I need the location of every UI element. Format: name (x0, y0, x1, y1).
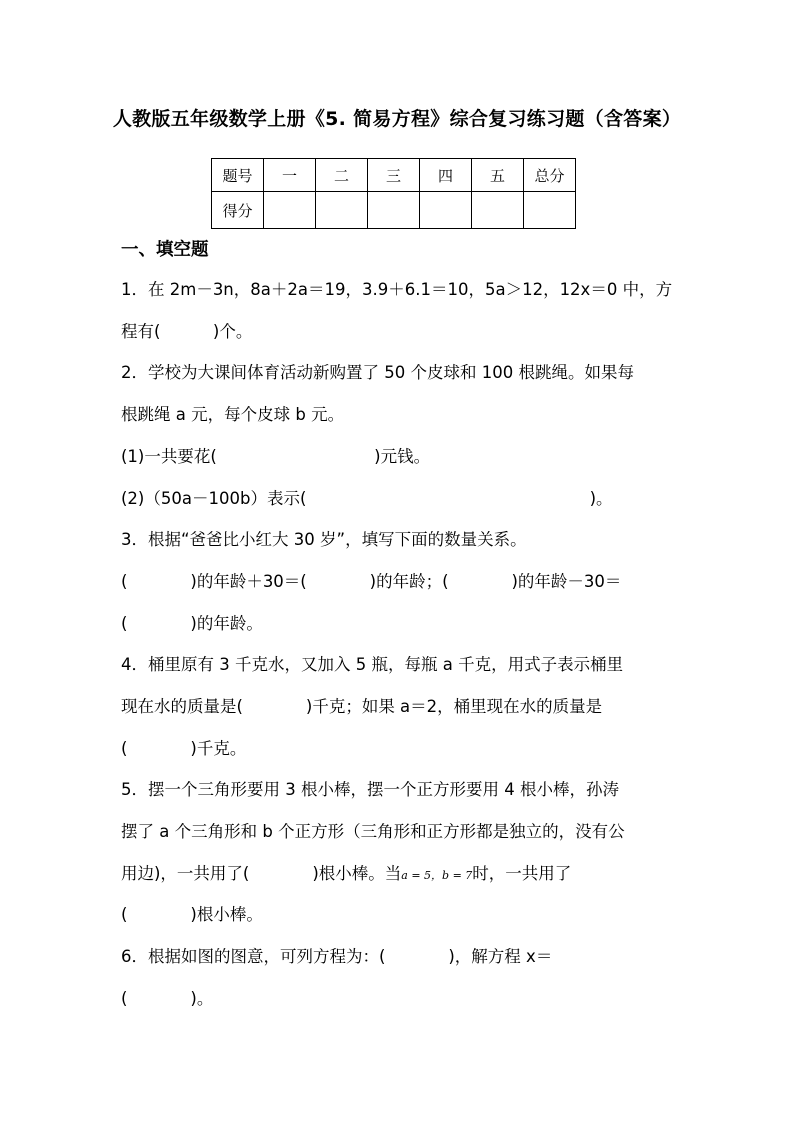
score-cell: 三 (368, 159, 420, 192)
question-5-line-3 (121, 863, 571, 887)
score-table-score-row (212, 192, 576, 229)
page-title: 人教版五年级数学上册《5. 简易方程》综合复习练习题（含答案） (112, 108, 682, 130)
question-3-line-3: ( )的年龄。 (121, 614, 263, 633)
question-2-line-2: 根跳绳 a 元，每个皮球 b 元。 (121, 405, 345, 424)
question-3-line-1: 3．根据“爸爸比小红大 30 岁”，填写下面的数量关系。 (121, 530, 527, 549)
question-4-line-3: ( )千克。 (121, 739, 247, 758)
question-1-line-1: 1．在 2m－3n，8a＋2a＝19，3.9＋6.1＝10，5a＞12，12x＝0 中，方 (121, 280, 673, 299)
score-row-label: 得分 (212, 192, 264, 229)
question-6-line-1: 6．根据如图的图意，可列方程为：( )，解方程 x＝ (121, 947, 553, 966)
score-cell: 二 (316, 159, 368, 192)
question-5-line-2: 摆了 a 个三角形和 b 个正方形（三角形和正方形都是独立的，没有公 (121, 822, 625, 841)
question-5-line-1: 5．摆一个三角形要用 3 根小棒，摆一个正方形要用 4 根小棒，孙涛 (121, 780, 619, 799)
question-5-line-4: ( )根小棒。 (121, 905, 263, 924)
inline-formula: a = 5，b = 7 (401, 869, 473, 882)
score-table (211, 158, 576, 229)
score-entry-cell[interactable] (472, 192, 524, 229)
score-cell: 四 (420, 159, 472, 192)
score-cell: 题号 (212, 159, 264, 192)
score-entry-cell[interactable] (524, 192, 576, 229)
question-2-line-1: 2．学校为大课间体育活动新购置了 50 个皮球和 100 根跳绳。如果每 (121, 363, 634, 382)
score-table-header-row (212, 159, 576, 192)
score-entry-cell[interactable] (316, 192, 368, 229)
question-4-line-2: 现在水的质量是( )千克；如果 a＝2，桶里现在水的质量是 (121, 697, 603, 716)
question-5-line-3-text: 用边)，一共用了( )根小棒。当 (121, 864, 402, 883)
score-entry-cell[interactable] (264, 192, 316, 229)
question-6-line-2: ( )。 (121, 989, 214, 1008)
question-2-part-1: (1)一共要花( )元钱。 (121, 447, 431, 466)
section-heading: 一、填空题 (121, 240, 209, 260)
score-cell: 一 (264, 159, 316, 192)
score-cell: 五 (472, 159, 524, 192)
score-entry-cell[interactable] (368, 192, 420, 229)
question-2-part-2: (2)（50a－100b）表示( )。 (121, 489, 613, 508)
score-cell: 总分 (524, 159, 576, 192)
question-4-line-1: 4．桶里原有 3 千克水，又加入 5 瓶，每瓶 a 千克，用式子表示桶里 (121, 655, 624, 674)
question-3-line-2: ( )的年龄＋30＝( )的年龄；( )的年龄－30＝ (121, 572, 622, 591)
question-1-line-2: 程有( )个。 (121, 322, 253, 341)
score-entry-cell[interactable] (420, 192, 472, 229)
question-5-line-3-tail: 时，一共用了 (472, 864, 572, 883)
